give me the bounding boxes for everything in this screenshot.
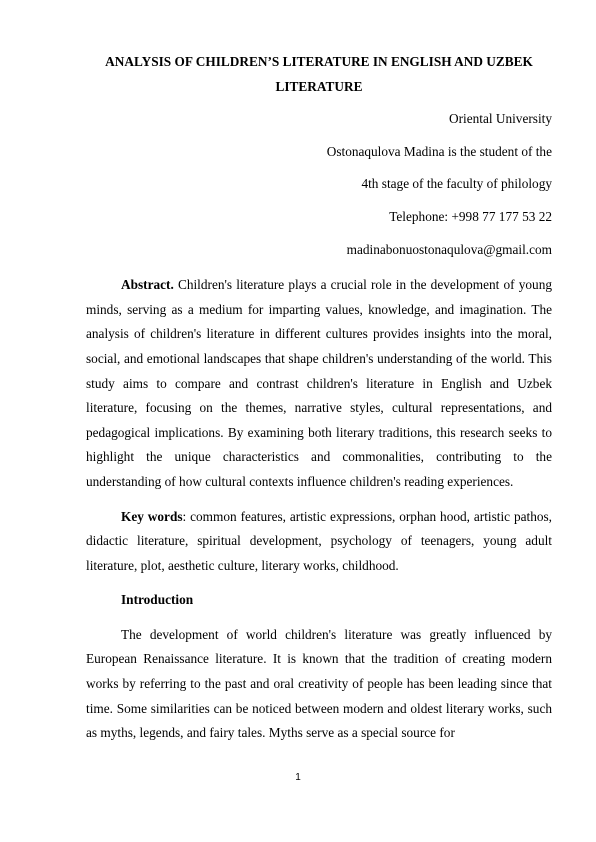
author-line: Ostonaqulova Madina is the student of the xyxy=(326,143,552,159)
introduction-paragraph: The development of world children's literature was greatly influenced by European Renaissance literature. It is known that the tradition of creating modern works by referring to the past and oral creativity of people has been leading since that time. Some similarities can be noticed between modern and oldest literary works, such as myths, legends, and fairy tales. Myths serve as a special source for xyxy=(86,626,552,741)
introduction-heading: Introduction xyxy=(121,592,194,608)
abstract-text: Children's literature plays a crucial role in the development of young minds, serving as a medium for imparting values, knowledge, and imagination. The analysis of children's literature in different cultures provides insights into the moral, social, and emotional landscapes that shape children's understanding of the world. This study aims to compare and contrast children's literature in English and Uzbek literature, focusing on the themes, narrative styles, cultural representations, and pedagogical implications. By examining both literary traditions, this research seeks to highlight the unique characteristics and commonalities, contributing to the understanding of how cultural contexts influence children's reading experiences. xyxy=(86,277,552,489)
keywords-paragraph xyxy=(86,505,552,579)
email-line: madinabonuostonaqulova@gmail.com xyxy=(346,241,552,257)
stage-line: 4th stage of the faculty of philology xyxy=(361,176,552,192)
author-affiliation xyxy=(86,110,552,258)
page-number: 1 xyxy=(295,772,301,783)
university-name: Oriental University xyxy=(448,111,552,127)
keywords-label: Key words xyxy=(121,508,183,524)
keywords-text: : common features, artistic expressions, orphan hood, artistic pathos, didactic literature, spiritual development, psychology of teenagers, young adult literature, plot, aesthetic culture, literary works, childhood. xyxy=(86,508,552,573)
abstract-label: Abstract. xyxy=(121,277,174,293)
telephone-line: Telephone: +998 77 177 53 22 xyxy=(389,208,552,224)
abstract-paragraph xyxy=(86,273,552,494)
paper-title: ANALYSIS OF CHILDREN’S LITERATURE IN ENGLISH AND UZBEK LITERATURE xyxy=(105,54,533,94)
